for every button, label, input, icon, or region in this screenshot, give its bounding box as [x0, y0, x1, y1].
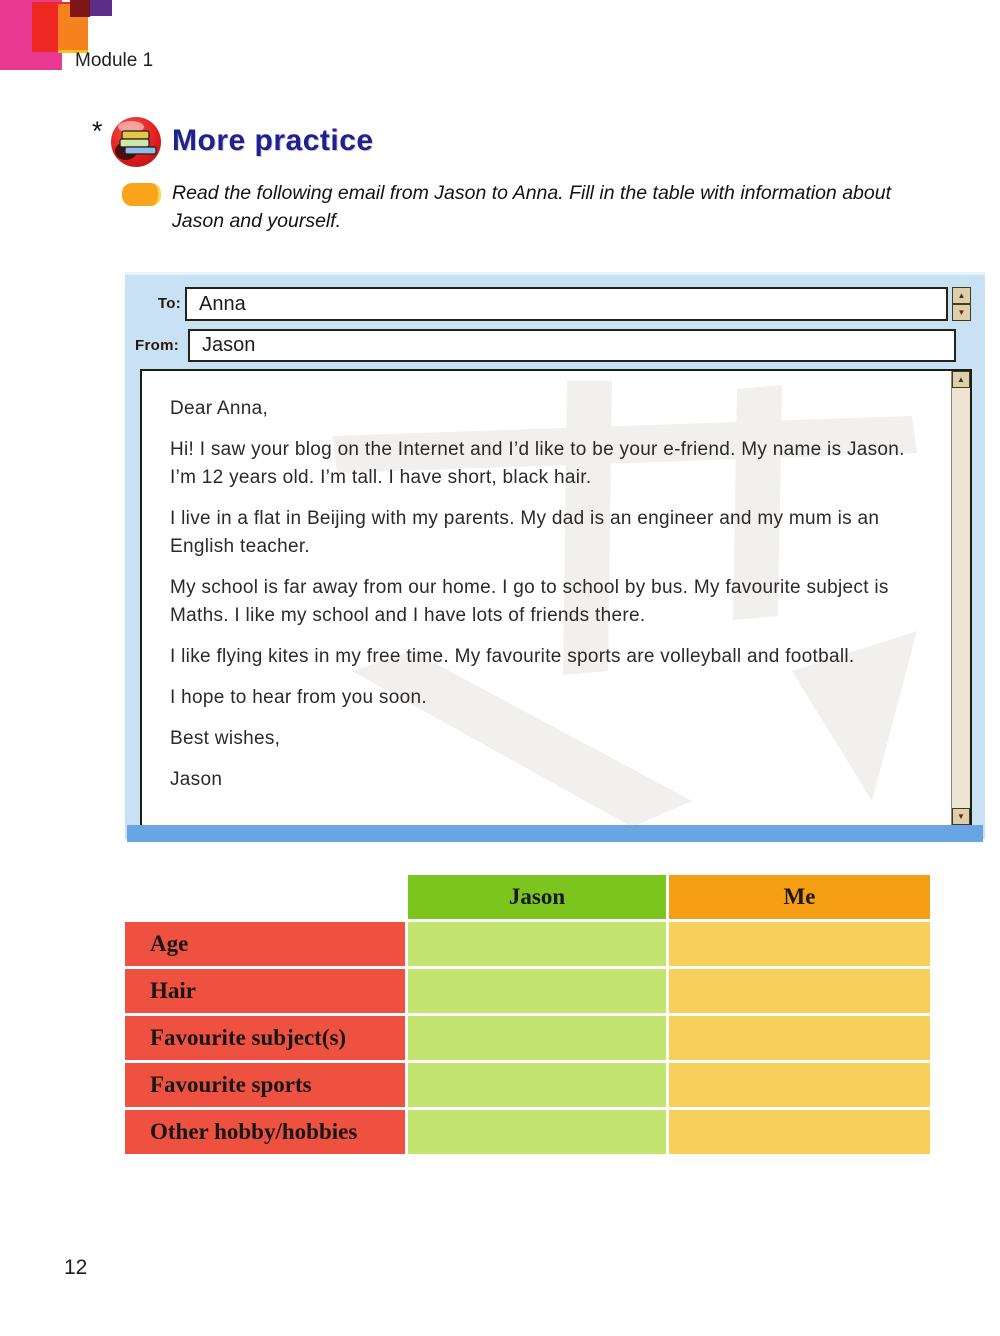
row-label-favourite-subjects: Favourite subject(s) — [125, 1016, 405, 1060]
email-paragraph: Jason — [170, 769, 223, 790]
module-label: Module 1 — [75, 50, 154, 71]
fill-in-table — [125, 875, 930, 1154]
row-label-other-hobbies: Other hobby/hobbies — [125, 1110, 405, 1154]
email-body-scrollbar[interactable] — [951, 371, 970, 825]
column-header-jason: Jason — [408, 875, 666, 919]
from-field-label: From: — [135, 337, 179, 354]
email-message — [142, 371, 970, 794]
to-field-label: To: — [157, 295, 181, 312]
row-label-favourite-sports: Favourite sports — [125, 1063, 405, 1107]
books-icon — [110, 116, 162, 168]
to-field-scrollbar[interactable] — [952, 287, 971, 322]
email-body — [140, 369, 972, 827]
table-cell-me[interactable] — [669, 1110, 930, 1154]
table-cell-me[interactable] — [669, 922, 930, 966]
instruction-bullet-icon — [122, 183, 161, 206]
instruction-text: Read the following email from Jason to Anna. Fill in the table with information about Jason and yourself. — [172, 182, 891, 232]
email-paragraph: My school is far away from our home. I go to school by bus. My favourite subject is Maths. I like my school and I have lots of friends there. — [170, 577, 889, 626]
table-cell-me[interactable] — [669, 969, 930, 1013]
email-window — [125, 272, 985, 839]
page-number: 12 — [64, 1256, 88, 1279]
from-field-input[interactable] — [188, 329, 956, 362]
email-paragraph: I like flying kites in my free time. My favourite sports are volleyball and football. — [170, 646, 855, 667]
asterisk-marker: * — [92, 116, 103, 146]
row-label-hair: Hair — [125, 969, 405, 1013]
window-bottom-strip — [127, 825, 983, 842]
table-cell-jason[interactable] — [408, 1016, 666, 1060]
email-paragraph: I live in a flat in Beijing with my parents. My dad is an engineer and my mum is an English teacher. — [170, 508, 880, 557]
to-field-input[interactable] — [185, 287, 948, 321]
table-cell-me[interactable] — [669, 1016, 930, 1060]
email-paragraph: Dear Anna, — [170, 398, 269, 419]
email-paragraph: I hope to hear from you soon. — [170, 687, 427, 708]
table-corner-cell — [125, 875, 405, 919]
email-paragraph: Best wishes, — [170, 728, 281, 749]
corner-square-purple — [90, 0, 112, 16]
corner-square-maroon — [70, 0, 90, 17]
scroll-up-icon[interactable]: ▲ — [952, 371, 970, 388]
scroll-up-icon[interactable]: ▲ — [952, 287, 971, 304]
table-cell-jason[interactable] — [408, 1110, 666, 1154]
scroll-down-icon[interactable]: ▼ — [952, 808, 970, 825]
table-cell-jason[interactable] — [408, 922, 666, 966]
table-cell-jason[interactable] — [408, 1063, 666, 1107]
email-paragraph: Hi! I saw your blog on the Internet and I’d like to be your e-friend. My name is Jason. I’m 12 years old. I’m tall. I have short, black hair. — [170, 439, 905, 488]
table-cell-me[interactable] — [669, 1063, 930, 1107]
row-label-age: Age — [125, 922, 405, 966]
section-title: More practice — [172, 124, 374, 157]
scroll-down-icon[interactable]: ▼ — [952, 304, 971, 321]
column-header-me: Me — [669, 875, 930, 919]
table-cell-jason[interactable] — [408, 969, 666, 1013]
